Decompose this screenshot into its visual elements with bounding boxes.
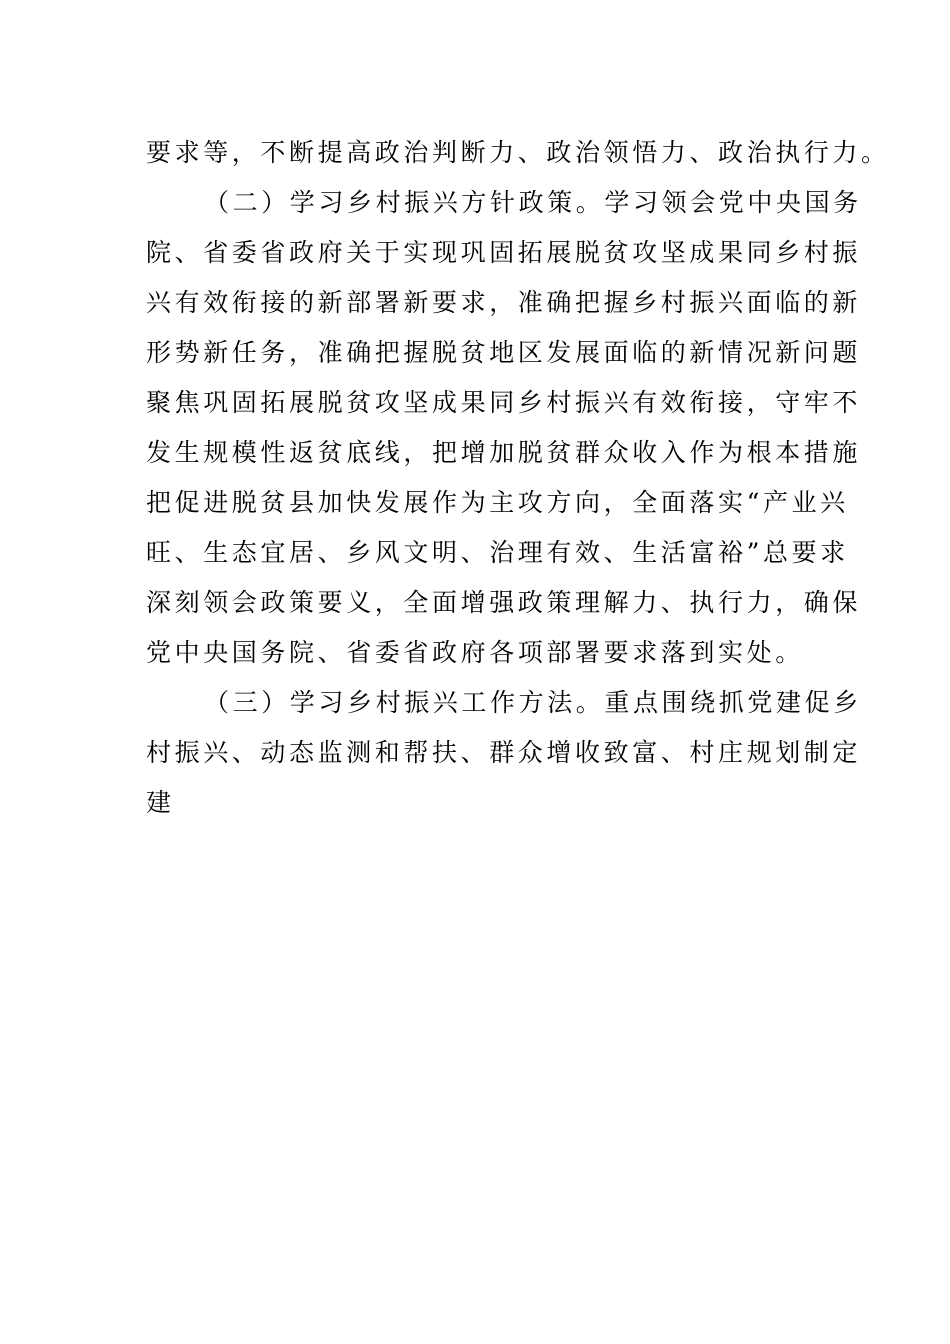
text-line: 把促进脱贫县加快发展作为主攻方向，全面落实“产业兴 <box>146 488 849 517</box>
text-line: 要求等，不断提高政治判断力、政治领悟力、政治执行力。 <box>146 138 890 167</box>
text-line: 村振兴、动态监测和帮扶、群众增收致富、村庄规划制定 <box>146 738 862 767</box>
text-line: 院、省委省政府关于实现巩固拓展脱贫攻坚成果同乡村振 <box>146 238 862 267</box>
text-line: 党中央国务院、省委省政府各项部署要求落到实处。 <box>146 638 804 667</box>
text-line: 旺、生态宜居、乡风文明、治理有效、生活富裕”总要求 <box>146 538 849 567</box>
text-line: 聚焦巩固拓展脱贫攻坚成果同乡村振兴有效衔接，守牢不 <box>146 388 862 417</box>
body-text <box>146 128 890 828</box>
text-line: 建 <box>146 788 175 817</box>
section-heading-line: （二）学习乡村振兴方针政策。学习领会党中央国务 <box>204 188 862 217</box>
text-line: 兴有效衔接的新部署新要求，准确把握乡村振兴面临的新 <box>146 288 862 317</box>
section-heading-line: （三）学习乡村振兴工作方法。重点围绕抓党建促乡 <box>204 688 862 717</box>
text-line: 发生规模性返贫底线，把增加脱贫群众收入作为根本措施 <box>146 438 862 467</box>
text-line: 深刻领会政策要义，全面增强政策理解力、执行力，确保 <box>146 588 862 617</box>
text-line: 形势新任务，准确把握脱贫地区发展面临的新情况新问题 <box>146 338 862 367</box>
